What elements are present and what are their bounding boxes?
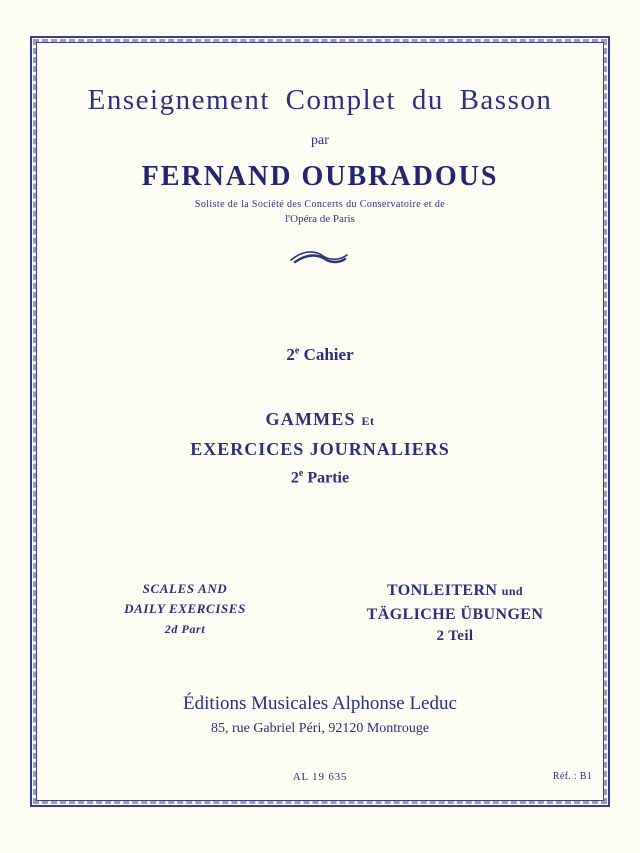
publisher-name: Éditions Musicales Alphonse Leduc bbox=[183, 693, 457, 714]
publisher-address: 85, rue Gabriel Péri, 92120 Montrouge bbox=[210, 721, 430, 736]
translation-en-line-1: SCALES AND bbox=[142, 581, 228, 597]
volume-word: Cahier bbox=[299, 345, 354, 364]
partie-number: 2 bbox=[290, 469, 299, 487]
byline-par: par bbox=[311, 133, 329, 148]
section-heading bbox=[48, 409, 592, 487]
section-line-exercices: EXERCICES JOURNALIERS bbox=[190, 439, 450, 459]
composer-role-line-1: Soliste de la Société des Concerts du Conservatoire et de bbox=[194, 199, 446, 210]
translation-german bbox=[340, 579, 570, 647]
section-gammes-text: GAMMES bbox=[265, 409, 356, 429]
publisher-block bbox=[48, 693, 592, 737]
partie-ordinal-suffix: e bbox=[298, 468, 304, 479]
reference-number: Réf. : B1 bbox=[552, 771, 592, 782]
section-gammes-conjunction: Et bbox=[361, 414, 375, 428]
translation-de-conjunction: und bbox=[501, 584, 524, 599]
cover-content bbox=[48, 54, 592, 789]
page-title: Enseignement Complet du Basson bbox=[87, 84, 553, 116]
volume-ordinal-suffix: e bbox=[294, 345, 300, 357]
composer-name: FERNAND OUBRADOUS bbox=[141, 161, 499, 192]
partie-word: Partie bbox=[303, 469, 350, 487]
translations-row bbox=[48, 579, 592, 647]
translation-de-tonleitern: TONLEITERN bbox=[386, 582, 498, 600]
translation-english bbox=[70, 579, 300, 638]
section-line-gammes bbox=[48, 409, 592, 430]
section-line-partie bbox=[48, 468, 592, 487]
translation-de-line-3: 2 Teil bbox=[436, 627, 474, 644]
flourish-ornament-icon bbox=[48, 247, 592, 269]
translation-en-line-3: 2d Part bbox=[164, 621, 206, 636]
translation-de-line-1 bbox=[340, 579, 570, 602]
translation-en-line-2: DAILY EXERCISES bbox=[124, 601, 246, 617]
plate-number: AL 19 635 bbox=[292, 771, 348, 783]
volume-number: 2 bbox=[286, 345, 295, 364]
composer-role-line-2: l'Opéra de Paris bbox=[285, 213, 355, 225]
translation-de-line-2: TÄGLICHE ÜBUNGEN bbox=[366, 605, 544, 623]
volume-label bbox=[48, 345, 592, 365]
footer-block bbox=[48, 771, 592, 787]
